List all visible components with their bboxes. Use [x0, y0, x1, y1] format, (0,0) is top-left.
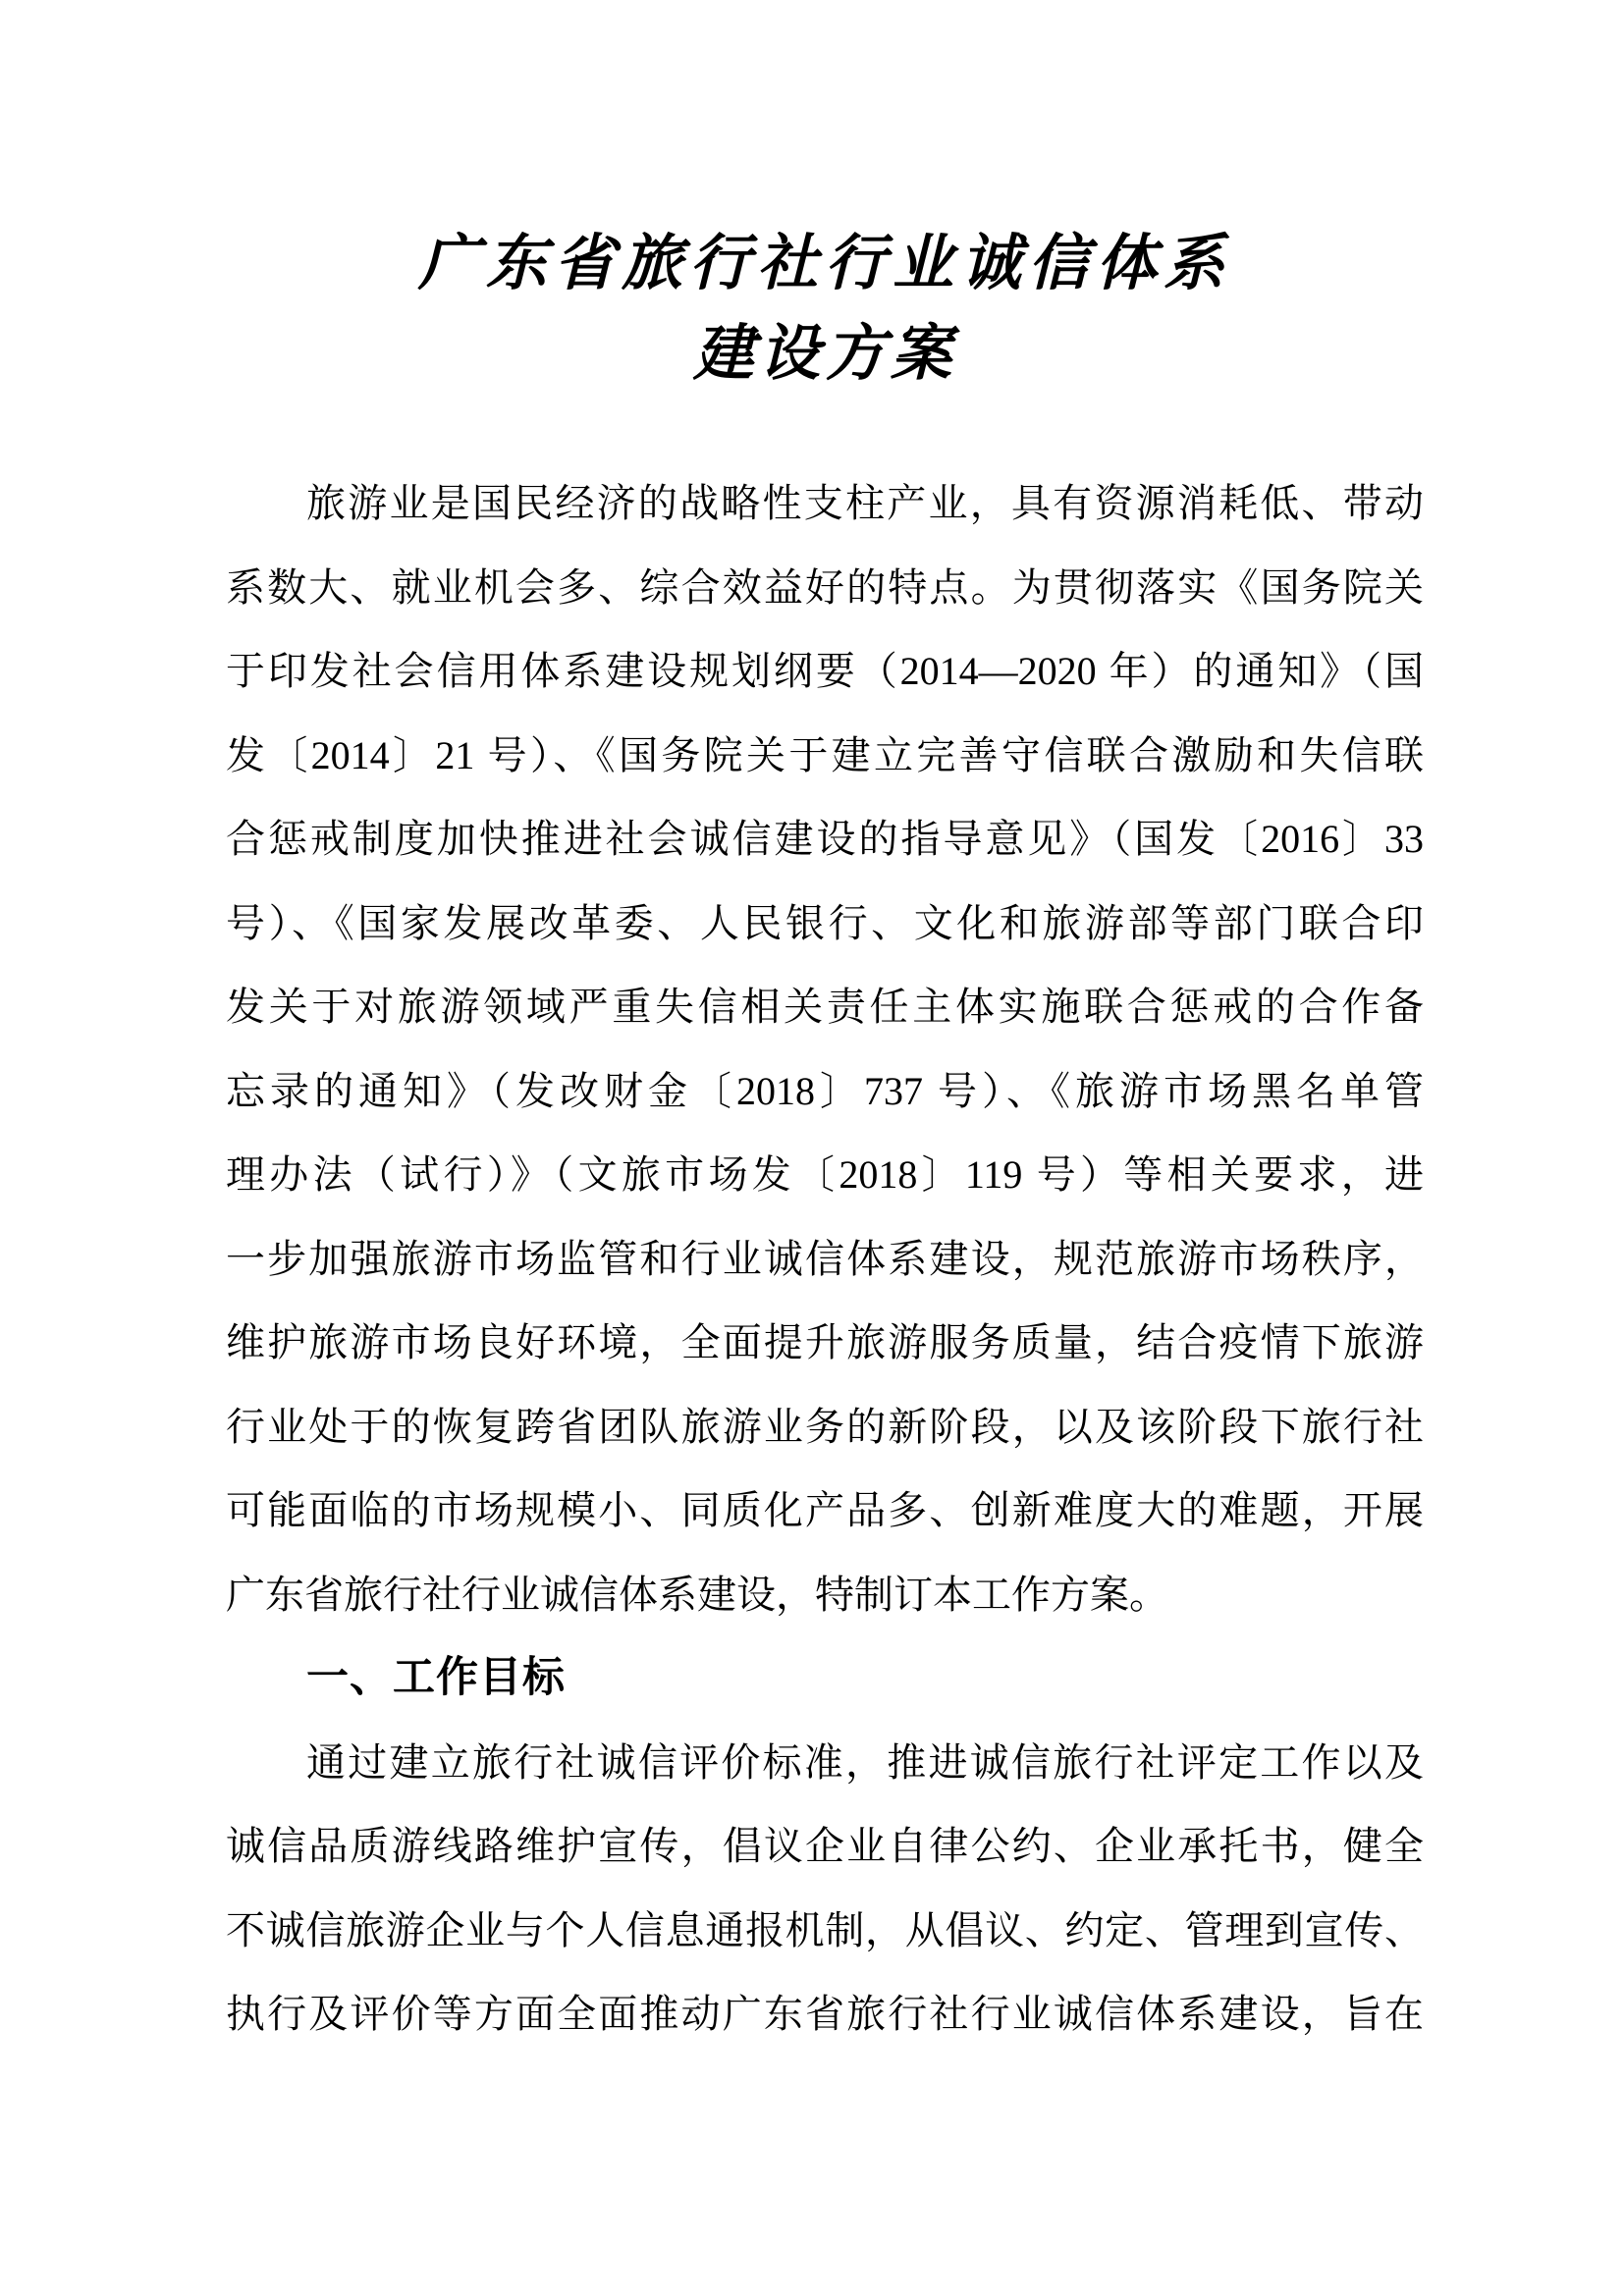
paragraph-line: 发〔2014〕21 号）、《国务院关于建立完善守信联合激励和失信联 [226, 732, 1424, 777]
paragraph-line: 号）、《国家发展改革委、人民银行、文化和旅游部等部门联合印 [226, 900, 1424, 945]
paragraph-line: 一步加强旅游市场监管和行业诚信体系建设，规范旅游市场秩序， [226, 1236, 1424, 1281]
paragraph-line: 诚信品质游线路维护宣传，倡议企业自律公约、企业承托书，健全 [226, 1824, 1424, 1868]
intro-paragraph [226, 461, 1424, 1636]
paragraph-line: 广东省旅行社行业诚信体系建设，特制订本工作方案。 [226, 1572, 1168, 1617]
paragraph-line: 于印发社会信用体系建设规划纲要（2014—2020 年）的通知》（国 [226, 649, 1424, 693]
paragraph-line: 合惩戒制度加快推进社会诚信建设的指导意见》（国发〔2016〕33 [226, 817, 1424, 861]
document-title [226, 0, 1424, 399]
paragraph-line: 通过建立旅行社诚信评价标准，推进诚信旅行社评定工作以及 [306, 1739, 1424, 1785]
paragraph-line: 行业处于的恢复跨省团队旅游业务的新阶段，以及该阶段下旅行社 [226, 1404, 1424, 1449]
paragraph-line: 维护旅游市场良好环境，全面提升旅游服务质量，结合疫情下旅游 [226, 1320, 1424, 1364]
paragraph-line: 理办法（试行）》（文旅市场发〔2018〕119 号）等相关要求，进 [226, 1152, 1424, 1197]
paragraph-line: 执行及评价等方面全面推动广东省旅行社行业诚信体系建设，旨在 [226, 1992, 1424, 2036]
paragraph-line: 系数大、就业机会多、综合效益好的特点。为贯彻落实《国务院关 [226, 564, 1424, 610]
title-line-1: 广东省旅行社行业诚信体系 [417, 227, 1231, 298]
paragraph-line: 可能面临的市场规模小、同质化产品多、创新难度大的难题，开展 [226, 1488, 1424, 1532]
paragraph-line: 不诚信旅游企业与个人信息通报机制，从倡议、约定、管理到宣传、 [226, 1907, 1424, 1952]
paragraph-line: 发关于对旅游领域严重失信相关责任主体实施联合惩戒的合作备 [226, 985, 1424, 1029]
title-line-2: 建设方案 [692, 317, 956, 389]
section-heading-work-goals: 一、工作目标 [306, 1654, 566, 1701]
goal-paragraph [226, 1721, 1424, 2056]
paragraph-line: 忘录的通知》（发改财金〔2018〕737 号）、《旅游市场黑名单管 [226, 1068, 1424, 1113]
paragraph-line: 旅游业是国民经济的战略性支柱产业，具有资源消耗低、带动 [306, 481, 1424, 525]
